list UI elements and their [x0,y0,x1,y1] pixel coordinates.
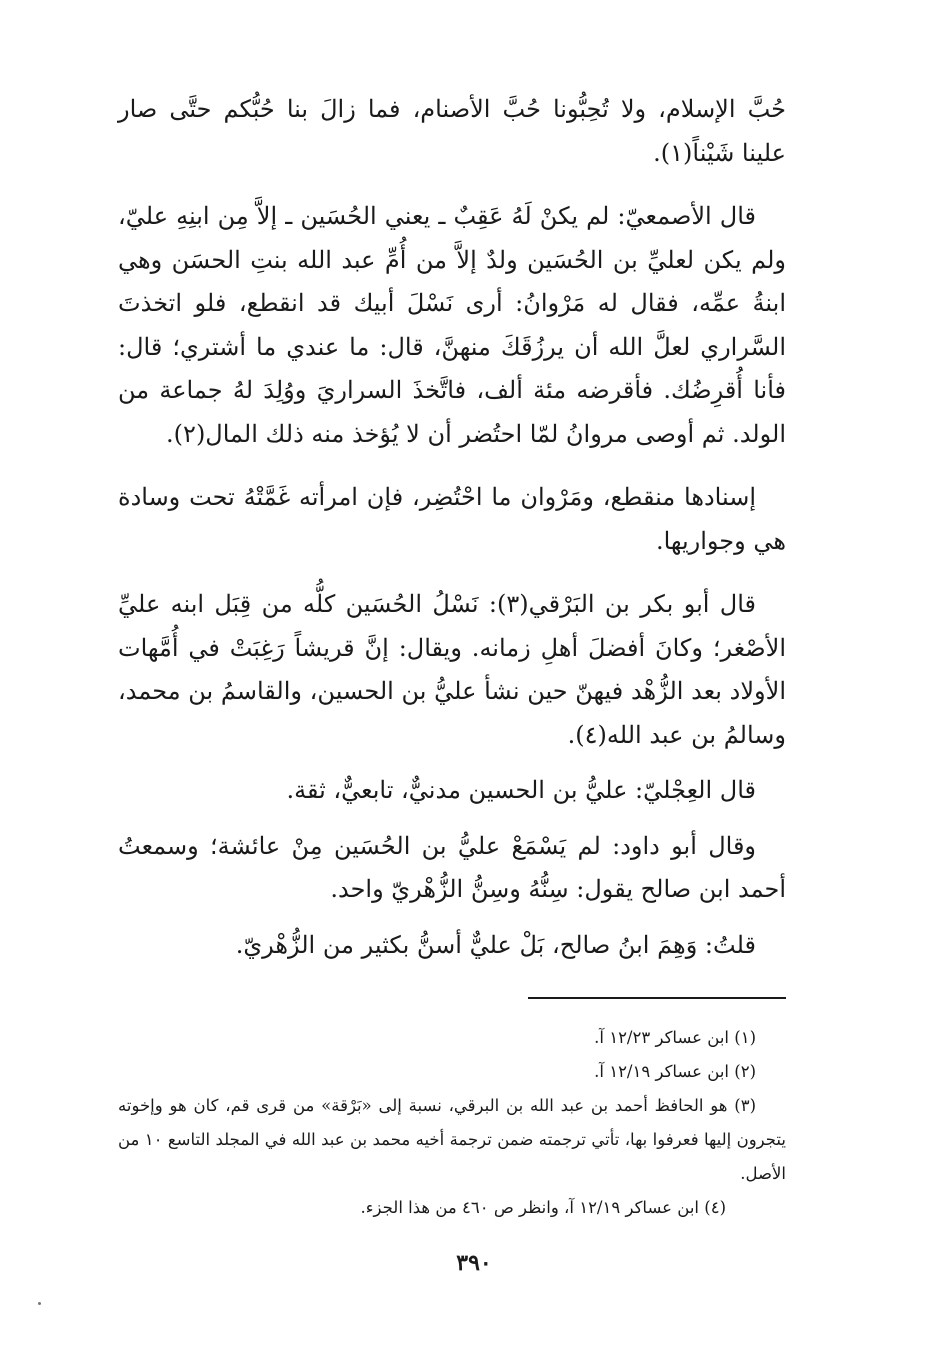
footnote-4: (٤) ابن عساكر ١٢/١٩ آ، وانظر ص ٤٦٠ من هذا الجزء. [360,1198,726,1217]
footnote-divider [528,997,786,999]
page-number: ٣٩٠ [456,1250,492,1276]
paragraph-2: قال الأصمعيّ: لم يكنْ لَهُ عَقِبٌ ـ يعني الحُسَين ـ إلاَّ مِن ابنِهِ عليّ، ولم يكن لعليِّ بن الحُسَين ولدٌ إلاَّ من أُمِّ عبد الله بنتِ الحسَن وهي ابنةُ عمِّه، فقال له مَرْوانُ: أرى نَسْلَ أبيك قد انقطع، فلو اتخذتَ السَّراري لعلَّ الله أن يرزُقَكَ منهنَّ، قال: ما عندي ما أشتري؛ قال: فأنا أُقرِضُك. فأقرضه مئة ألف، فاتَّخذَ السراريَ ووُلِدَ لهُ جماعة من الولد. ثم أوصى مروانُ لمّا احتُضر أن لا يُؤخذ منه ذلك المال(٢). [118,202,786,448]
paragraph-1: حُبَّ الإسلام، ولا تُحِبُّونا حُبَّ الأصنام، فما زالَ بنا حُبُّكم حتَّى صار علينا شَيْناً(١). [118,95,786,167]
paragraph-7: قلتُ: وَهِمَ ابنُ صالح، بَلْ عليٌّ أسنُّ بكثير من الزُّهْريّ. [235,930,756,959]
paragraph-5: قال العِجْليّ: عليُّ بن الحسين مدنيٌّ، تابعيٌّ، ثقة. [286,776,756,804]
paragraph-6: وقال أبو داود: لم يَسْمَعْ عليُّ بن الحُسَين مِنْ عائشة؛ وسمعتُ أحمد ابن صالح يقول: سِنُّهُ وسِنُّ الزُّهْريّ واحد. [118,831,786,903]
scan-speck [38,1302,41,1305]
footnote-1: (١) ابن عساكر ١٢/٢٣ آ. [594,1028,756,1047]
page-body [118,88,786,1225]
paragraph-4: قال أبو بكر بن البَرْقي(٣): نَسْلُ الحُسَين كلُّه من قِبَل ابنه عليِّ الأصْغر؛ وكانَ أفضلَ أهلِ زمانه. ويقال: إنَّ قريشاً رَغِبَتْ في أُمَّهات الأولاد بعد الزُّهْد فيهنّ حين نشأ عليُّ بن الحسين، والقاسمُ بن محمد، وسالمُ بن عبد الله(٤). [118,590,786,749]
paragraph-3: إسنادها منقطع، ومَرْوان ما احْتُضِر، فإن امرأته غَمَّتْهُ تحت وسادة هي وجواريها. [118,483,786,555]
footnote-2: (٢) ابن عساكر ١٢/١٩ آ. [594,1062,756,1081]
footnote-3: (٣) هو الحافظ أحمد بن عبد الله بن البرقي، نسبة إلى «بَرْقة» من قرى قم، كان هو وإخوته يتجرون إليها فعرفوا بها، تأتي ترجمته ضمن ترجمة أخيه محمد بن عبد الله في المجلد التاسع ١٠ من الأصل. [118,1096,786,1183]
